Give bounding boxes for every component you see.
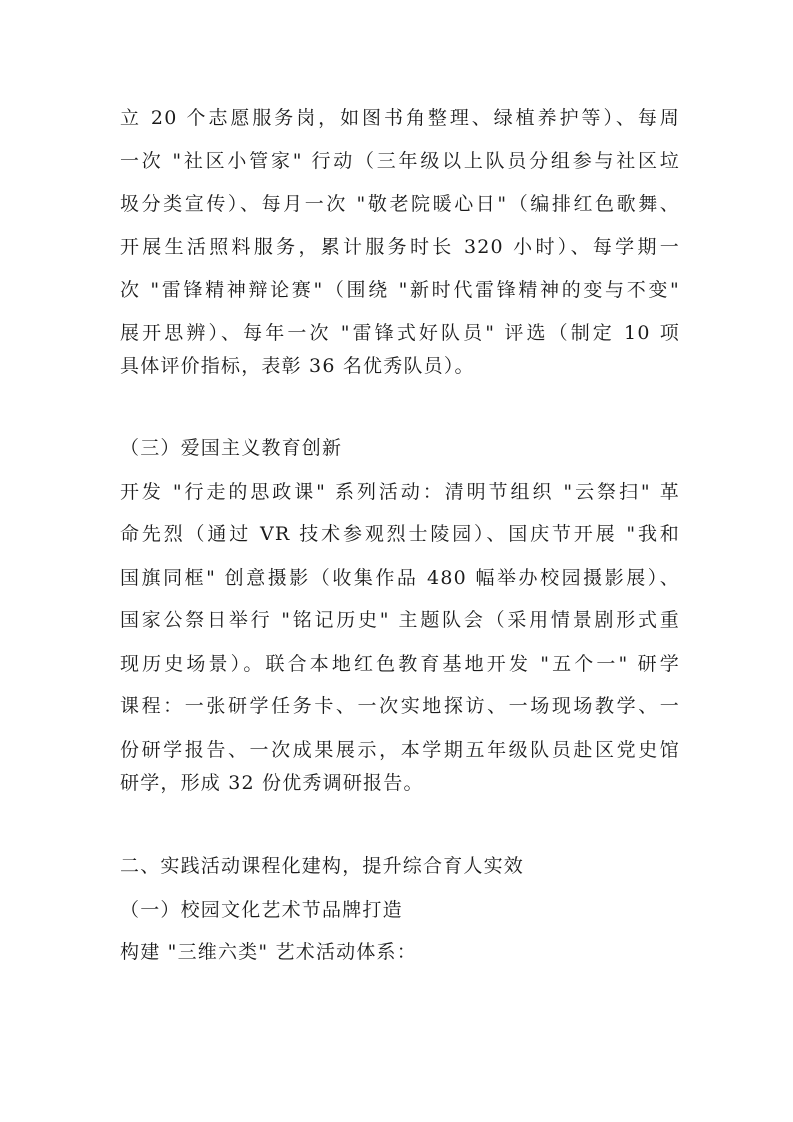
- paragraph-line: 开发 "行走的思政课" 系列活动：清明节组织 "云祭扫" 革: [120, 481, 680, 503]
- paragraph-line: 次 "雷锋精神辩论赛"（围绕 "新时代雷锋精神的变与不变": [120, 279, 680, 301]
- paragraph-line: 研学，形成 32 份优秀调研报告。: [120, 772, 424, 794]
- paragraph-line: 现历史场景）。联合本地红色教育基地开发 "五个一" 研学: [120, 653, 680, 675]
- section-heading: （一）校园文化艺术节品牌打造: [120, 899, 403, 921]
- paragraph-line: 命先烈（通过 VR 技术参观烈士陵园）、国庆节开展 "我和: [120, 523, 680, 545]
- paragraph-line: 国家公祭日举行 "铭记历史" 主题队会（采用情景剧形式重: [120, 609, 680, 631]
- paragraph-line: 课程：一张研学任务卡、一次实地探访、一场现场教学、一: [120, 695, 680, 717]
- paragraph-line: 国旗同框" 创意摄影（收集作品 480 幅举办校园摄影展）、: [120, 567, 680, 589]
- paragraph-line: 开展生活照料服务，累计服务时长 320 小时）、每学期一: [120, 236, 680, 258]
- paragraph-line: 一次 "社区小管家" 行动（三年级以上队员分组参与社区垃: [120, 150, 680, 172]
- paragraph-line: 具体评价指标，表彰 36 名优秀队员）。: [120, 355, 475, 377]
- paragraph-line: 构建 "三维六类" 艺术活动体系：: [120, 941, 417, 963]
- paragraph-line: 立 20 个志愿服务岗，如图书角整理、绿植养护等）、每周: [120, 107, 680, 129]
- chapter-heading: 二、实践活动课程化建构，提升综合育人实效: [120, 855, 525, 877]
- paragraph-line: 份研学报告、一次成果展示，本学期五年级队员赴区党史馆: [120, 739, 680, 761]
- paragraph-line: 圾分类宣传）、每月一次 "敬老院暖心日"（编排红色歌舞、: [120, 193, 680, 215]
- section-heading: （三）爱国主义教育创新: [120, 437, 343, 459]
- paragraph-line: 展开思辨）、每年一次 "雷锋式好队员" 评选（制定 10 项: [120, 322, 680, 344]
